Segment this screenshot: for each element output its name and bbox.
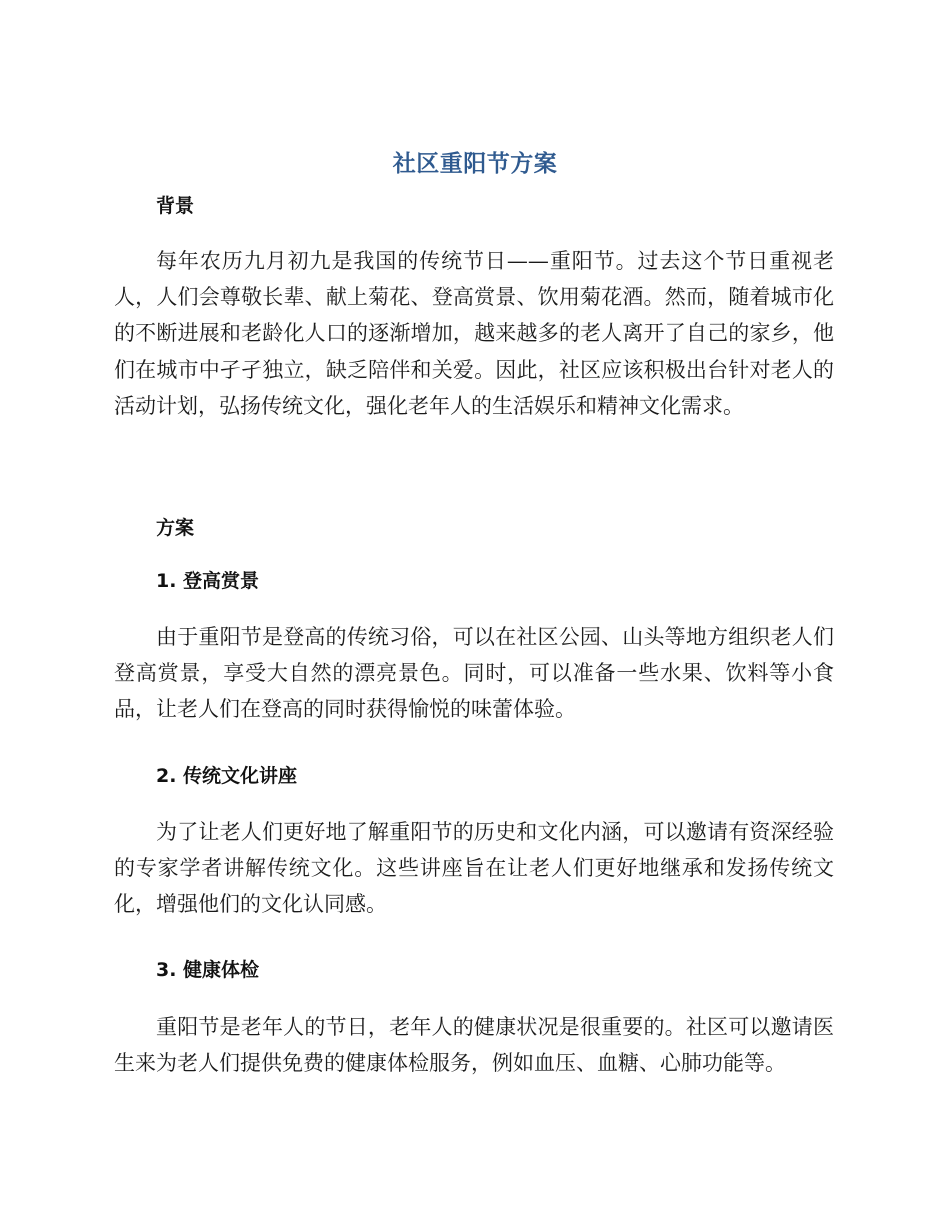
section-heading-plan: 方案 — [156, 517, 195, 539]
section-heading-background: 背景 — [156, 195, 195, 217]
plan-item-3-heading: 3. 健康体检 — [156, 959, 260, 981]
plan-item-1-paragraph: 由于重阳节是登高的传统习俗，可以在社区公园、山头等地方组织老人们登高赏景，享受大自然的漂亮景色。同时，可以准备一些水果、饮料等小食品，让老人们在登高的同时获得愉悦的味蕾体验。 — [114, 625, 834, 722]
document-title: 社区重阳节方案 — [392, 151, 558, 177]
plan-item-1-heading: 1. 登高赏景 — [156, 570, 260, 592]
plan-item-2-heading: 2. 传统文化讲座 — [156, 765, 298, 787]
plan-item-2-paragraph: 为了让老人们更好地了解重阳节的历史和文化内涵，可以邀请有资深经验的专家学者讲解传统文化。这些讲座旨在让老人们更好地继承和发扬传统文化，增强他们的文化认同感。 — [114, 820, 834, 917]
plan-item-3-paragraph: 重阳节是老年人的节日，老年人的健康状况是很重要的。社区可以邀请医生来为老人们提供免费的健康体检服务，例如血压、血糖、心肺功能等。 — [114, 1015, 834, 1076]
background-paragraph: 每年农历九月初九是我国的传统节日——重阳节。过去这个节日重视老人，人们会尊敬长辈、献上菊花、登高赏景、饮用菊花酒。然而，随着城市化的不断进展和老龄化人口的逐渐增加，越来越多的老人离开了自己的家乡，他们在城市中孑孑独立，缺乏陪伴和关爱。因此，社区应该积极出台针对老人的活动计划，弘扬传统文化，强化老年人的生活娱乐和精神文化需求。 — [114, 249, 834, 418]
